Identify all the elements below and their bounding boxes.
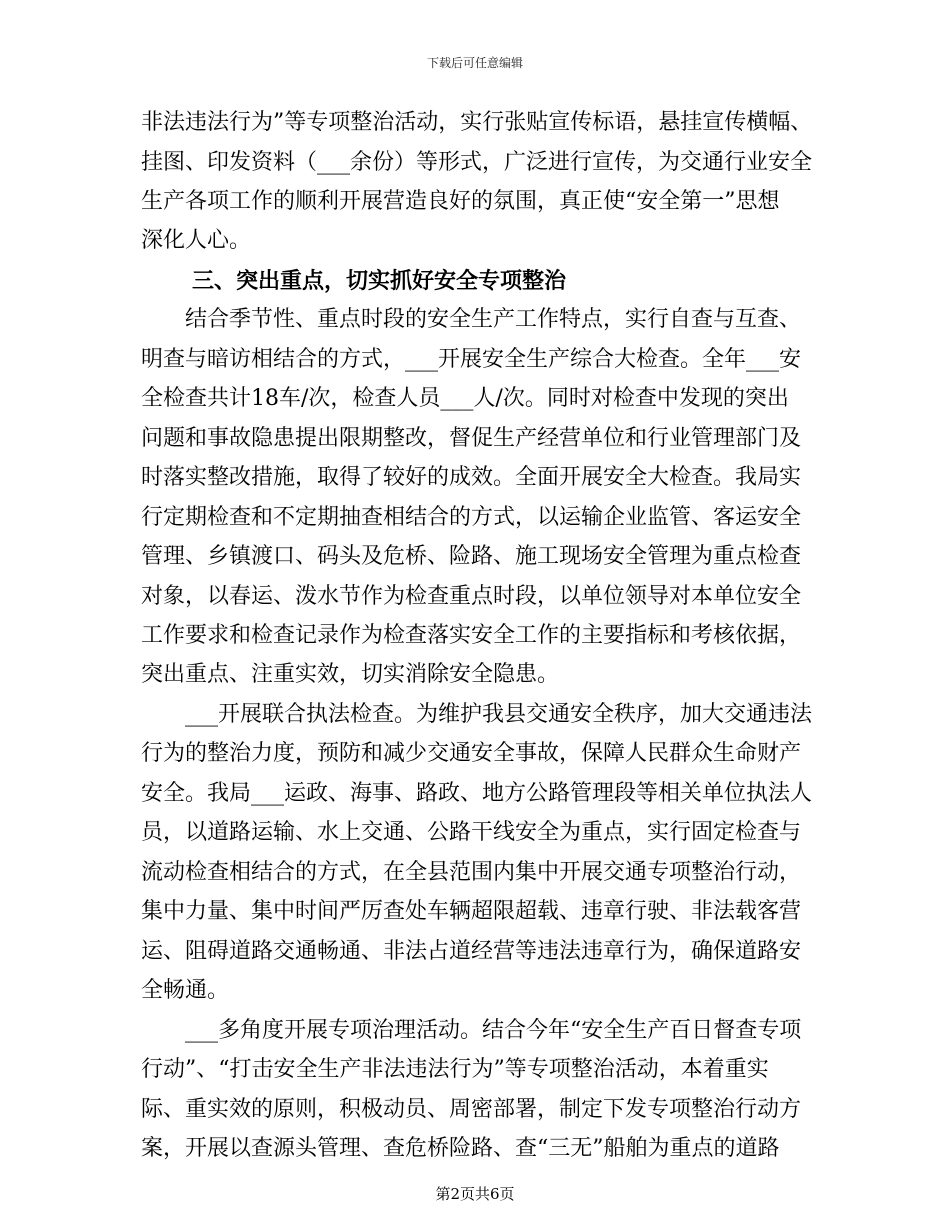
body-line: 对象，以春运、泼水节作为检查重点时段，以单位领导对本单位安全 [141, 584, 802, 609]
body-line: 全检查共计18车/次，检查人员___人/次。同时对检查中发现的突出 [141, 386, 789, 411]
body-line: 生产各项工作的顺利开展营造良好的氛围，真正使“安全第一”思想 [141, 189, 780, 214]
body-line: 工作要求和检查记录作为检查落实安全工作的主要指标和考核依据， [141, 623, 802, 648]
body-line: 深化人心。 [141, 228, 252, 253]
body-line: 全畅通。 [141, 978, 230, 1003]
body-line: ___多角度开展专项治理活动。结合今年“安全生产百日督查专项 [185, 1018, 802, 1043]
body-line: 管理、乡镇渡口、码头及危桥、险路、施工现场安全管理为重点检查 [141, 544, 802, 569]
body-line: 运、阻碍道路交通畅通、非法占道经营等违法违章行为，确保道路安 [141, 939, 802, 964]
body-line: 行动”、“打击安全生产非法违法行为”等专项整治活动，本着重实 [141, 1057, 769, 1082]
body-line: 突出重点、注重实效，切实消除安全隐患。 [141, 662, 560, 687]
page-number: 第2页共6页 [435, 1185, 515, 1203]
body-line: 挂图、印发资料（___余份）等形式，广泛进行宣传，为交通行业安全 [141, 150, 813, 175]
section-heading: 三、突出重点，切实抓好安全专项整治 [192, 268, 567, 294]
body-line: 时落实整改措施，取得了较好的成效。全面开展安全大检查。我局实 [141, 465, 802, 490]
body-line: ___开展联合执法检查。为维护我县交通安全秩序，加大交通违法 [185, 702, 813, 727]
body-line: 案，开展以查源头管理、查危桥险路、查“三无”船舶为重点的道路 [141, 1136, 780, 1161]
body-line: 行定期检查和不定期抽查相结合的方式，以运输企业监管、客运安全 [141, 505, 802, 530]
body-line: 非法违法行为”等专项整治活动，实行张贴宣传标语，悬挂宣传横幅、 [141, 110, 813, 135]
body-line: 集中力量、集中时间严厉查处车辆超限超载、违章行驶、非法载客营 [141, 899, 802, 924]
body-line: 员，以道路运输、水上交通、公路干线安全为重点，实行固定检查与 [141, 820, 802, 845]
body-line: 际、重实效的原则，积极动员、周密部署，制定下发专项整治行动方 [141, 1097, 802, 1122]
body-line: 结合季节性、重点时段的安全生产工作特点，实行自查与互查、 [185, 307, 802, 332]
body-line: 安全。我局___运政、海事、路政、地方公路管理段等相关单位执法人 [141, 781, 813, 806]
page-header-note: 下载后可任意编辑 [426, 56, 523, 70]
body-line: 明查与暗访相结合的方式，___开展安全生产综合大检查。全年___安 [141, 347, 802, 372]
body-line: 行为的整治力度，预防和减少交通安全事故，保障人民群众生命财产 [141, 741, 802, 766]
body-line: 流动检查相结合的方式，在全县范围内集中开展交通专项整治行动， [141, 860, 802, 885]
body-line: 问题和事故隐患提出限期整改，督促生产经营单位和行业管理部门及 [141, 426, 802, 451]
